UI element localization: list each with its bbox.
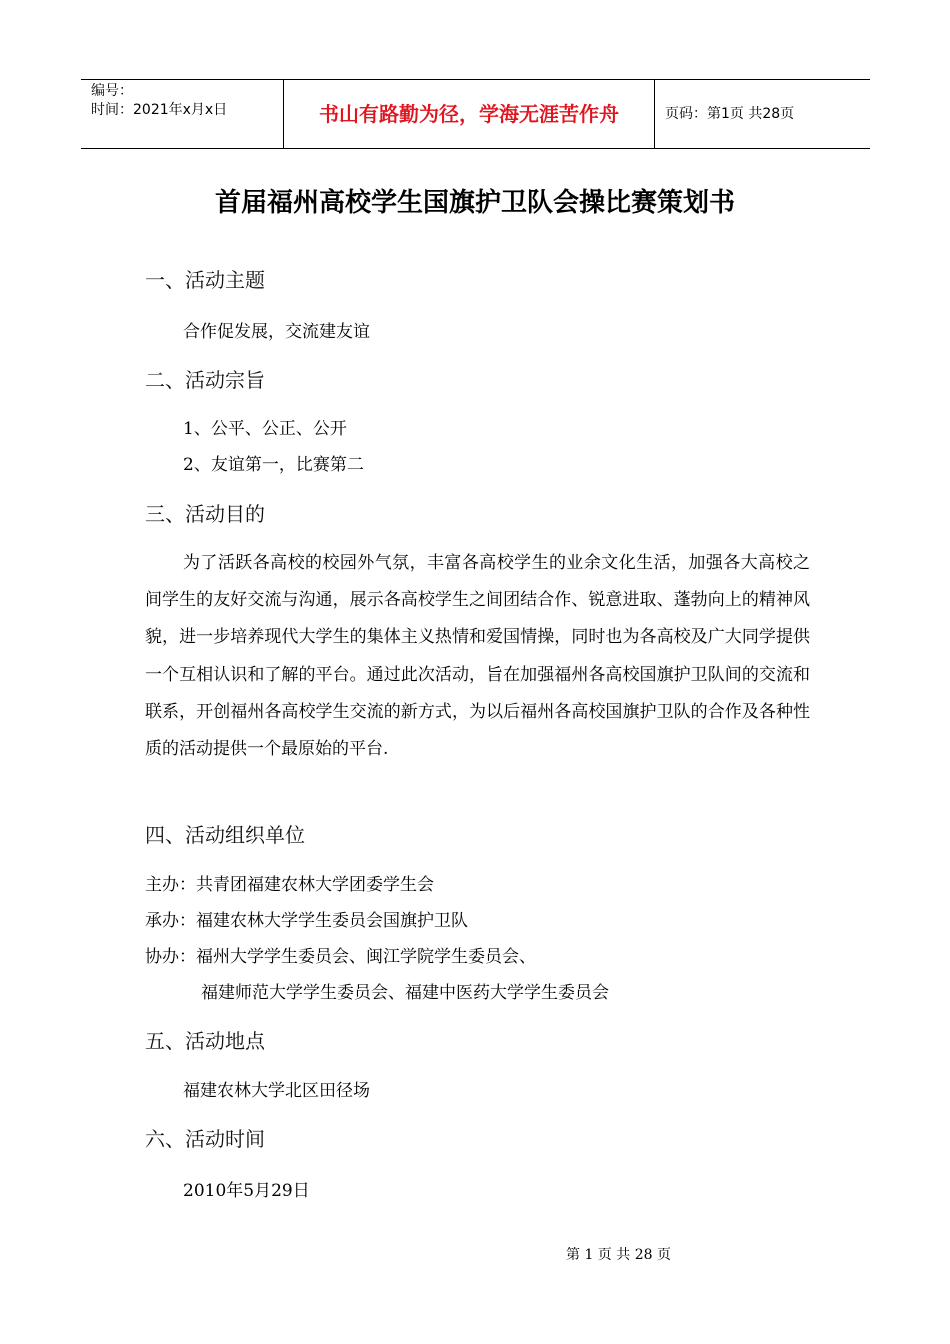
goal-paragraph: 为了活跃各高校的校园外气氛，丰富各高校学生的业余文化生活，加强各大高校之间学生的友好交流与沟通，展示各高校学生之间团结合作、锐意进取、蓬勃向上的精神风貌，进一步培养现代大学生的集体主义热情和爱国情操，同时也为各高校及广大同学提供一个互相认识和了解的平台。通过此次活动，旨在加强福州各高校国旗护卫队间的交流和联系，开创福州各高校学生交流的新方式，为以后福州各高校国旗护卫队的合作及各种性质的活动提供一个最原始的平台. xyxy=(145,553,810,760)
time-label: 时间：2021年x月x日 xyxy=(91,102,228,118)
number-label: 编号： xyxy=(91,83,133,99)
venue-content: 福建农林大学北区田径场 xyxy=(183,1081,370,1101)
document-title: 首届福州高校学生国旗护卫队会操比赛策划书 xyxy=(214,188,735,218)
section-heading-theme: 一、活动主题 xyxy=(145,268,265,292)
purpose-item-1: 1、公平、公正、公开 xyxy=(183,419,347,439)
section-heading-organizers: 四、活动组织单位 xyxy=(145,823,305,847)
section-heading-venue: 五、活动地点 xyxy=(145,1029,265,1053)
header-motto: 书山有路勤为径，学海无涯苦作舟 xyxy=(283,80,655,148)
purpose-item-2: 2、友谊第一，比赛第二 xyxy=(183,455,364,475)
organizer-co-line-2: 福建师范大学学生委员会、福建中医药大学学生委员会 xyxy=(201,983,609,1003)
document-header xyxy=(81,79,870,149)
header-meta-cell xyxy=(81,80,283,148)
organizer-host: 主办：共青团福建农林大学团委学生会 xyxy=(145,875,434,895)
time-content: 2010年5月29日 xyxy=(183,1181,310,1201)
section-heading-purpose: 二、活动宗旨 xyxy=(145,368,265,392)
organizer-co-line-1: 协办：福州大学学生委员会、闽江学院学生委员会、 xyxy=(145,947,536,967)
footer-page-number: 第 1 页 共 28 页 xyxy=(566,1247,671,1263)
section-heading-time: 六、活动时间 xyxy=(145,1127,265,1151)
organizer-undertaker: 承办：福建农林大学学生委员会国旗护卫队 xyxy=(145,911,468,931)
theme-content: 合作促发展，交流建友谊 xyxy=(183,322,370,342)
section-heading-goal: 三、活动目的 xyxy=(145,502,265,526)
header-page-info: 页码：第1页 共28页 xyxy=(665,106,795,122)
